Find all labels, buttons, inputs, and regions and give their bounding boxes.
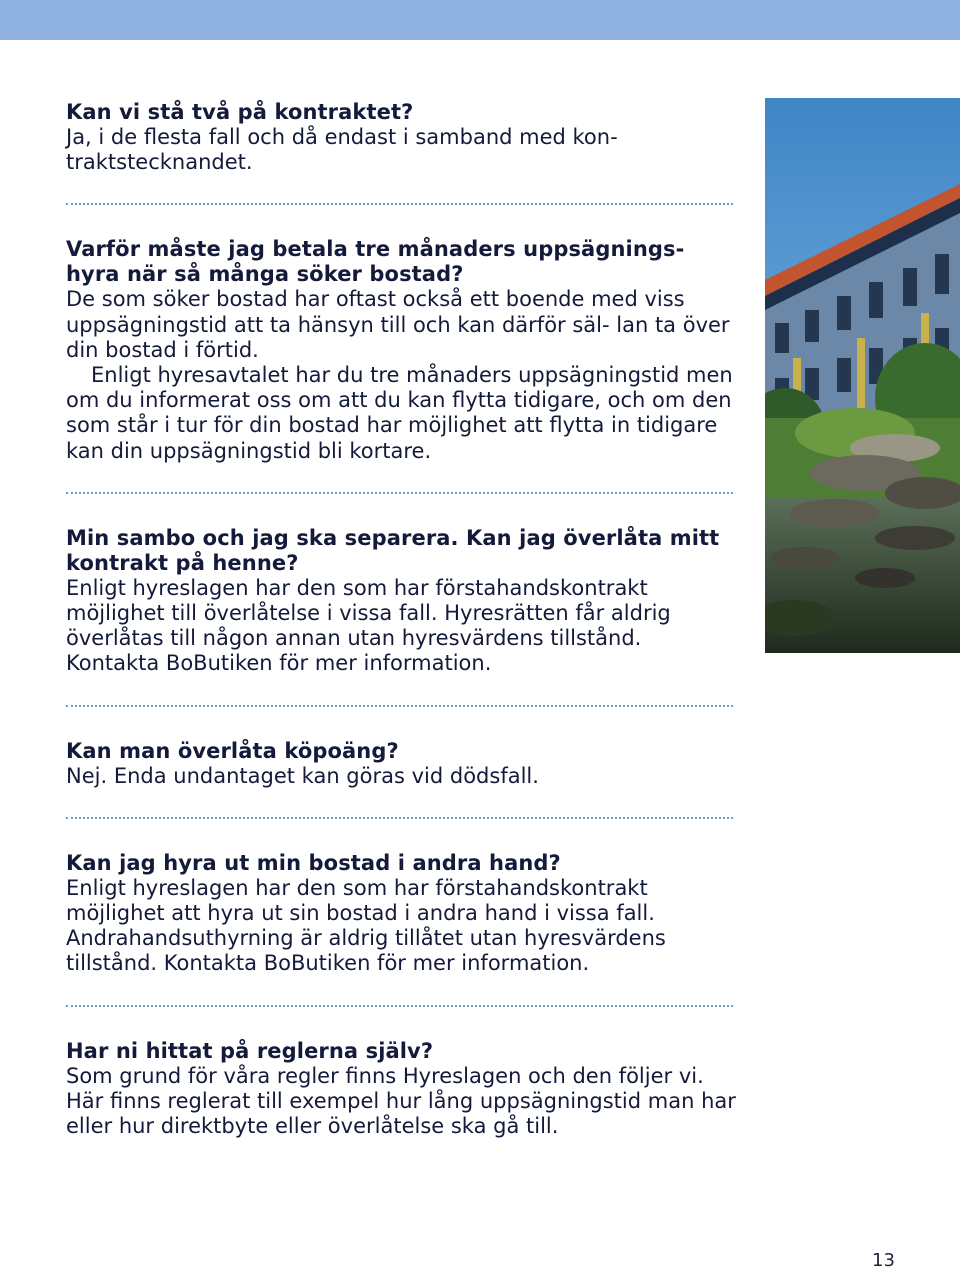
faq-item [66,739,736,789]
faq-answer: Enligt hyreslagen har den som har förstahandskontrakt möjlighet att hyra ut sin bostad i andra hand i vissa fall. Andrahandsuthyrning är aldrig tillåtet utan hyresvärdens tillstånd. Kontakta BoButiken för mer information. [66,875,666,976]
faq-item [66,1039,736,1140]
faq-answer: Enligt hyresavtalet har du tre månaders uppsägningstid men om du informerat oss om att du kan flytta tidigare, och om den som står i tur för din bostad har möjlighet att flytta in tidigare kan din uppsägningstid bli kortare. [66,363,733,463]
faq-question: Har ni hittat på reglerna själv? [66,1038,434,1063]
dotted-separator [66,817,733,819]
faq-item [66,100,736,175]
dotted-separator [66,203,733,205]
page-number: 13 [872,1250,895,1271]
faq-item [66,851,736,977]
faq-answer: Nej. Enda undantaget kan göras vid dödsfall. [66,763,539,788]
faq-answer: Enligt hyreslagen har den som har förstahandskontrakt möjlighet till överlåtelse i vissa fall. Hyresrätten får aldrig överlåtas till någon annan utan hyresvärdens tillstånd. Kontakta BoButiken för mer information. [66,575,671,676]
faq-answer: Som grund för våra regler finns Hyreslagen och den följer vi. Här finns reglerat till exempel hur lång uppsägningstid man har eller hur direktbyte eller överlåtelse ska gå till. [66,1063,736,1139]
faq-item [66,237,736,463]
building-photo [765,98,960,653]
faq-question: Kan man överlåta köpoäng? [66,738,399,763]
faq-question: Kan jag hyra ut min bostad i andra hand? [66,850,561,875]
faq-question: Min sambo och jag ska separera. Kan jag överlåta mitt kontrakt på henne? [66,525,720,575]
dotted-separator [66,1005,733,1007]
faq-answer: Ja, i de flesta fall och då endast i samband med kon- traktstecknandet. [66,125,618,175]
faq-question: Kan vi stå två på kontraktet? [66,100,414,124]
faq-item [66,526,736,677]
faq-answer: De som söker bostad har oftast också ett boende med viss uppsägningstid att ta hänsyn till och kan därför säl- lan ta över din bostad i förtid. [66,287,730,362]
dotted-separator [66,705,733,707]
faq-content [66,100,736,1139]
faq-question: Varför måste jag betala tre månaders uppsägnings- hyra när så många söker bostad? [66,237,685,287]
top-color-bar [0,0,960,40]
dotted-separator [66,492,733,494]
